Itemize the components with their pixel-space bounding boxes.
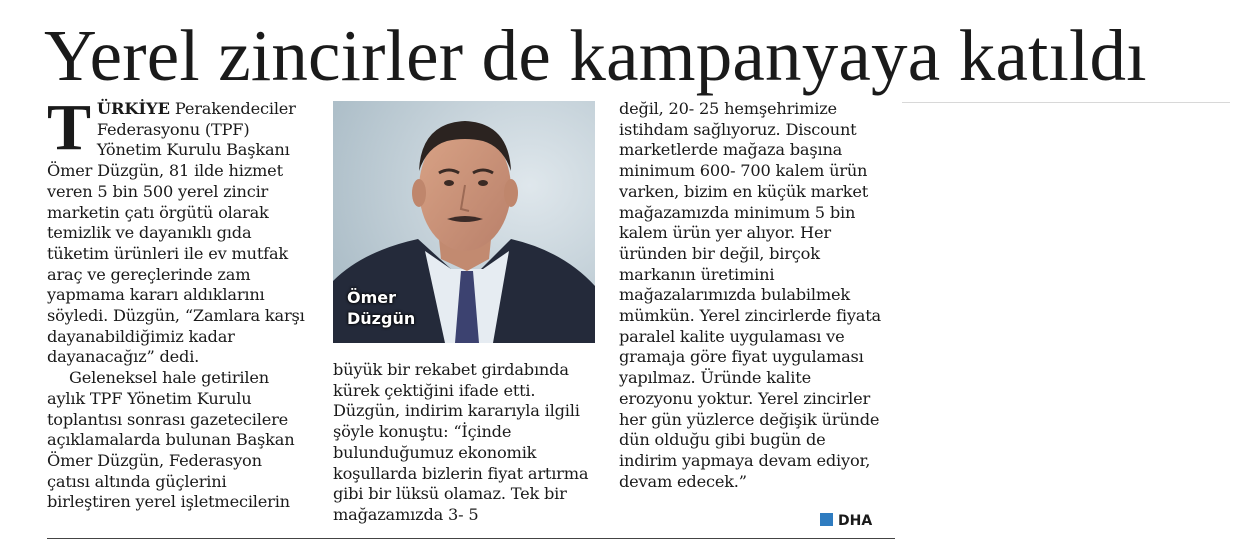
paragraph-2: Geleneksel hale getirilen aylık TPF Yönetim Kurulu toplantısı sonrası gazetecilere açıklamalarda bulunan Başkan Ömer Düzgün, Federasyon çatısı altında güçlerini birleştiren yerel işletmecilerin (47, 368, 295, 512)
paragraph-1: Perakendeciler Federasyonu (TPF) Yönetim Kurulu Başkanı Ömer Düzgün, 81 ilde hizmet veren 5 bin 500 yerel zincir marketin çatı örgütü olarak temizlik ve dayanıklı gıda tüketim ürünleri ile ev mutfak araç ve gereçlerinde zam yapmama kararı aldıklarını söyledi. Düzgün, “Zamlara karşı dayanabildiğimiz kadar dayanacağız” dedi. (47, 99, 305, 367)
lead-word: ÜRKİYE (96, 99, 170, 118)
article-column-1 (47, 91, 309, 513)
bottom-rule (47, 538, 895, 539)
paragraph-4: değil, 20- 25 hemşehrimize istihdam sağlıyoruz. Discount marketlerde mağaza başına minimum 600- 700 kalem ürün varken, bizim en küçük market mağazamızda minimum 5 bin kalem ürün yer alıyor. Her üründen bir değil, birçok markanın üretimini mağazalarımızda bulabilmek mümkün. Yerel zincirlerde fiyata paralel kalite uygulaması ve gramaja göre fiyat uygulaması yapılmaz. Üründe kalite erozyonu yoktur. Yerel zincirler her gün yüzlerce değişik üründe dün olduğu gibi bugün de indirim yapmaya devam ediyor, devam edecek.” (619, 99, 881, 491)
agency-square-icon (820, 513, 833, 526)
caption-line-1: Ömer (347, 288, 397, 307)
agency-credit (820, 512, 872, 530)
agency-label: DHA (838, 513, 873, 529)
caption-line-2: Düzgün (347, 309, 416, 328)
drop-cap: T (47, 91, 91, 164)
photo-caption (347, 287, 415, 329)
divider-line (902, 102, 1230, 103)
paragraph-3: büyük bir rekabet girdabında kürek çektiğini ifade etti. Düzgün, indirim kararıyla ilgili şöyle konuştu: “İçinde bulunduğumuz ekonomik koşullarda bizlerin fiyat artırma gibi bir lüksü olamaz. Tek bir mağazamızda 3- 5 (333, 360, 589, 524)
portrait-photo (333, 101, 595, 343)
article-column-2 (333, 360, 595, 526)
article-column-3 (619, 99, 884, 492)
headline: Yerel zincirler de kampanyaya katıldı (44, 15, 1147, 96)
